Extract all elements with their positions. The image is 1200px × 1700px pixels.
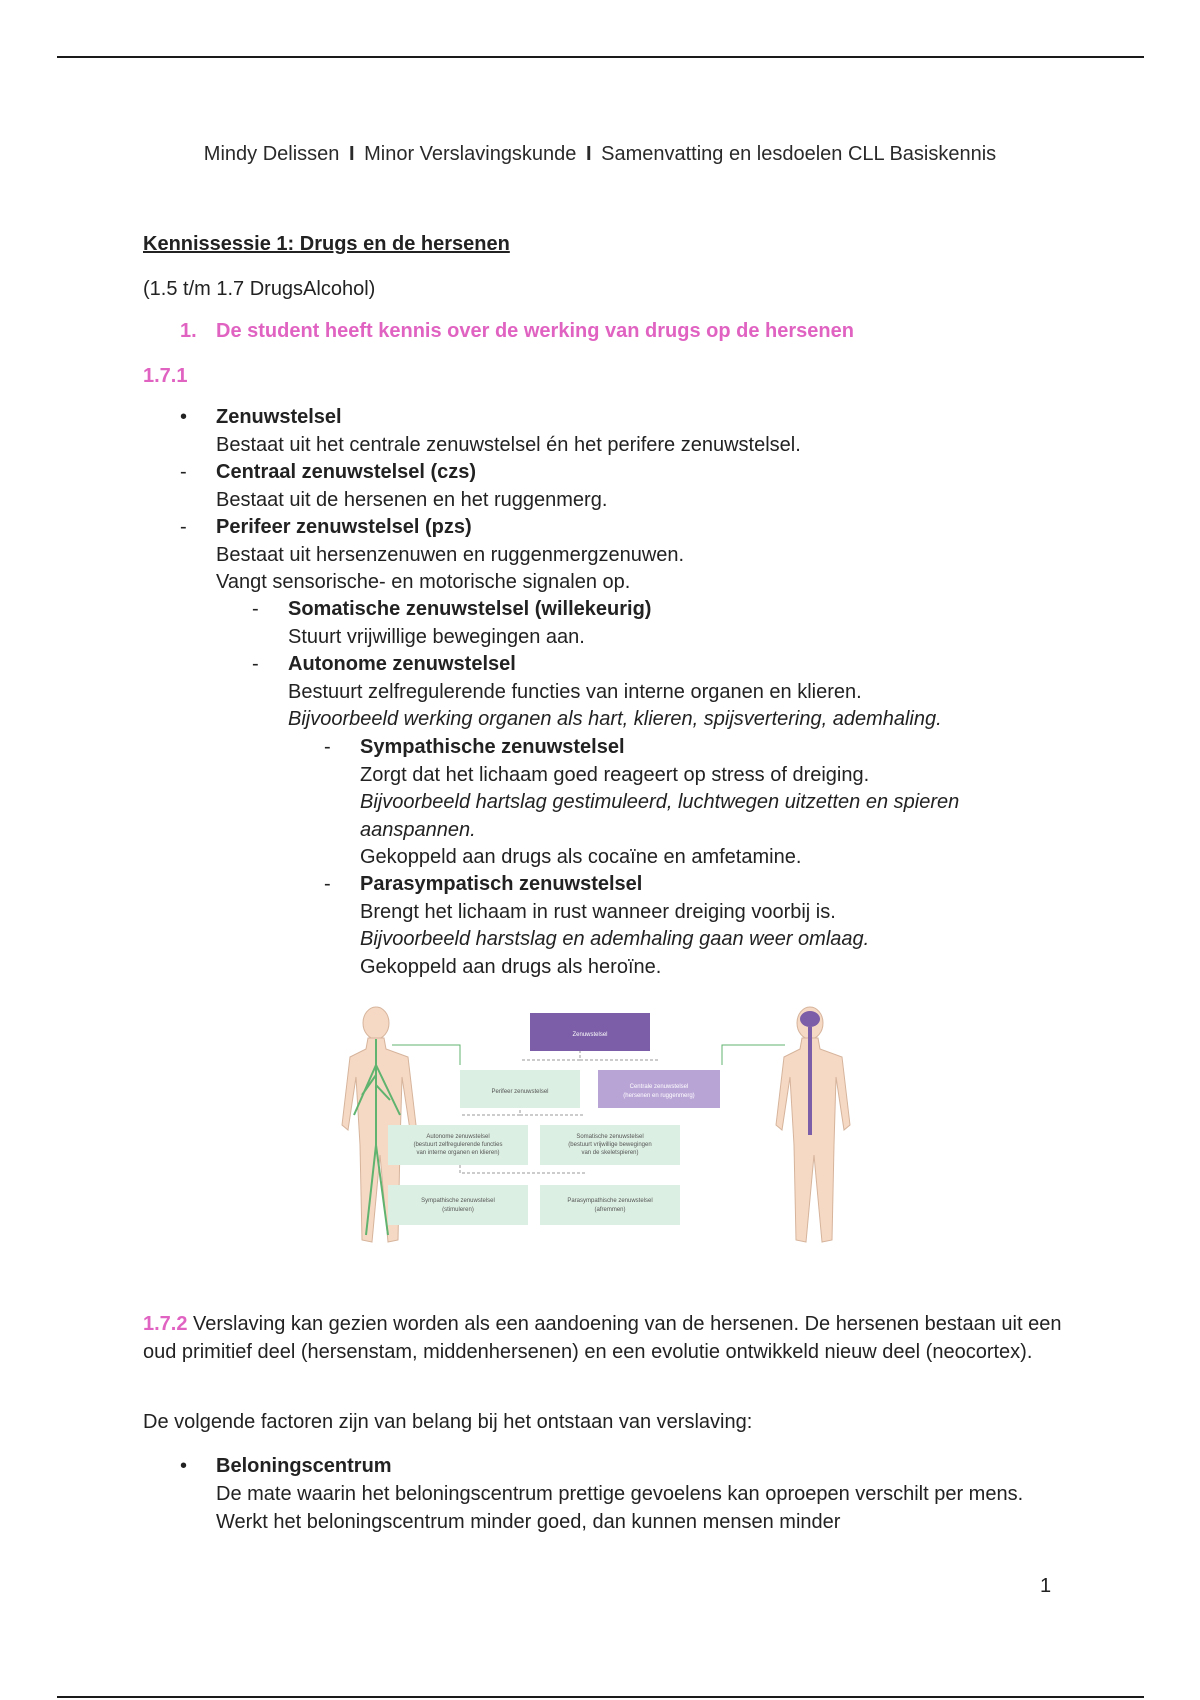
goal-text: De student heeft kennis over de werking van drugs op de hersenen [216,320,854,342]
term: Perifeer zenuwstelsel (pzs) [216,516,472,538]
paragraph-1-7-2 [143,1310,1063,1366]
subsection-number: 1.7.2 [143,1313,188,1335]
header-author: Mindy Delissen [203,143,340,165]
list-item [180,404,1116,459]
subsection-number: 1.7.1 [143,365,188,387]
diagram-label: Parasympathische zenuwstelsel [567,1198,653,1204]
definition: Brengt het lichaam in rust wanneer dreiging voorbij is. [360,900,836,923]
connector [722,1045,785,1065]
bullet-dash: - [252,598,259,620]
list-item [180,514,1116,597]
box-parasympathisch [540,1185,680,1225]
goal-number: 1. [180,320,197,342]
definition: Zorgt dat het lichaam goed reageert op stress of dreiging. [360,763,870,786]
diagram-label: van de skeletspieren) [581,1150,639,1156]
definition: Bestaat uit het centrale zenuwstelsel én het perifere zenuwstelsel. [216,433,801,456]
example: Bijvoorbeeld harstslag en ademhaling gaan weer omlaag. [360,928,870,950]
definition: De mate waarin het beloningscentrum prettige gevoelens kan oproepen verschilt per mens. Werkt het beloningscentrum minder goed, dan kunnen mensen minder [216,1483,1024,1533]
paragraph-text: Verslaving kan gezien worden als een aandoening van de hersenen. De hersenen bestaan uit een oud primitief deel (hersenstam, middenhersenen) en een evolutie ontwikkeld nieuw deel (neocortex). [143,1313,1062,1363]
box-sympathisch [388,1185,528,1225]
definition: Vangt sensorische- en motorische signalen op. [216,571,631,593]
bullet-dash: - [252,653,259,675]
bullet-dash: - [324,873,331,895]
bullet-dash: - [180,516,187,538]
drug-link: Gekoppeld aan drugs als cocaïne en amfetamine. [360,846,802,868]
bullet-dot: • [180,406,188,428]
learning-goal [180,317,854,345]
term: Autonome zenuwstelsel [288,653,516,675]
definition: Bestaat uit de hersenen en het ruggenmerg. [216,488,608,511]
bottom-rule [57,1696,1144,1698]
page-number: 1 [1040,1575,1052,1597]
term: Somatische zenuwstelsel (willekeurig) [288,598,652,620]
factors-intro: De volgende factoren zijn van belang bij het ontstaan van verslaving: [143,1411,753,1433]
definition: Bestuurt zelfregulerende functies van interne organen en klieren. [288,680,862,703]
header-separator: I [348,143,355,165]
bullet-dash: - [180,461,187,483]
diagram-label: (stimuleren) [442,1207,474,1213]
diagram-label: Perifeer zenuwstelsel [491,1089,549,1095]
list-item [180,1452,1066,1536]
list-item [180,459,1116,514]
list-item [324,734,1060,872]
diagram-label: (bestuurt vrijwillige bewegingen [568,1142,652,1148]
list-item [252,651,1108,734]
header-document: Samenvatting en lesdoelen CLL Basiskennis [601,143,997,165]
right-body-figure [776,1007,850,1242]
diagram-label: (afremmen) [594,1207,626,1213]
example: Bijvoorbeeld werking organen als hart, klieren, spijsvertering, ademhaling. [288,708,942,730]
bullet-dot: • [180,1455,188,1477]
term: Parasympatisch zenuwstelsel [360,873,643,895]
term: Beloningscentrum [216,1455,392,1477]
list-item [324,871,1060,981]
diagram-label: (bestuurt zelfregulerende functies [413,1142,503,1148]
drug-link: Gekoppeld aan drugs als heroïne. [360,955,662,978]
diagram-label: Somatische zenuwstelsel [576,1134,644,1140]
nervous-system-diagram [330,1005,870,1260]
term: Zenuwstelsel [216,406,342,428]
diagram-label: Centrale zenuwstelsel [629,1084,689,1090]
list-item [252,596,1108,651]
example: Bijvoorbeeld hartslag gestimuleerd, luchtwegen uitzetten en spieren aanspannen. [360,791,960,841]
diagram-label: (hersenen en ruggenmerg) [623,1093,695,1099]
definition: Bestaat uit hersenzenuwen en ruggenmergzenuwen. [216,543,685,566]
header-course: Minor Verslavingskunde [364,143,577,165]
diagram-label: Zenuwstelsel [572,1032,608,1038]
page-header [0,143,1200,166]
top-rule [57,56,1144,58]
section-title: Kennissessie 1: Drugs en de hersenen [143,233,510,255]
definition: Stuurt vrijwillige bewegingen aan. [288,625,585,648]
header-separator: I [586,143,592,165]
reference: (1.5 t/m 1.7 DrugsAlcohol) [143,278,376,300]
diagram-label: van interne organen en klieren) [416,1150,500,1156]
term: Centraal zenuwstelsel (czs) [216,461,477,483]
diagram-label: Sympathische zenuwstelsel [421,1198,495,1204]
term: Sympathische zenuwstelsel [360,736,625,758]
diagram-label: Autonome zenuwstelsel [426,1134,490,1140]
bullet-dash: - [324,736,331,758]
